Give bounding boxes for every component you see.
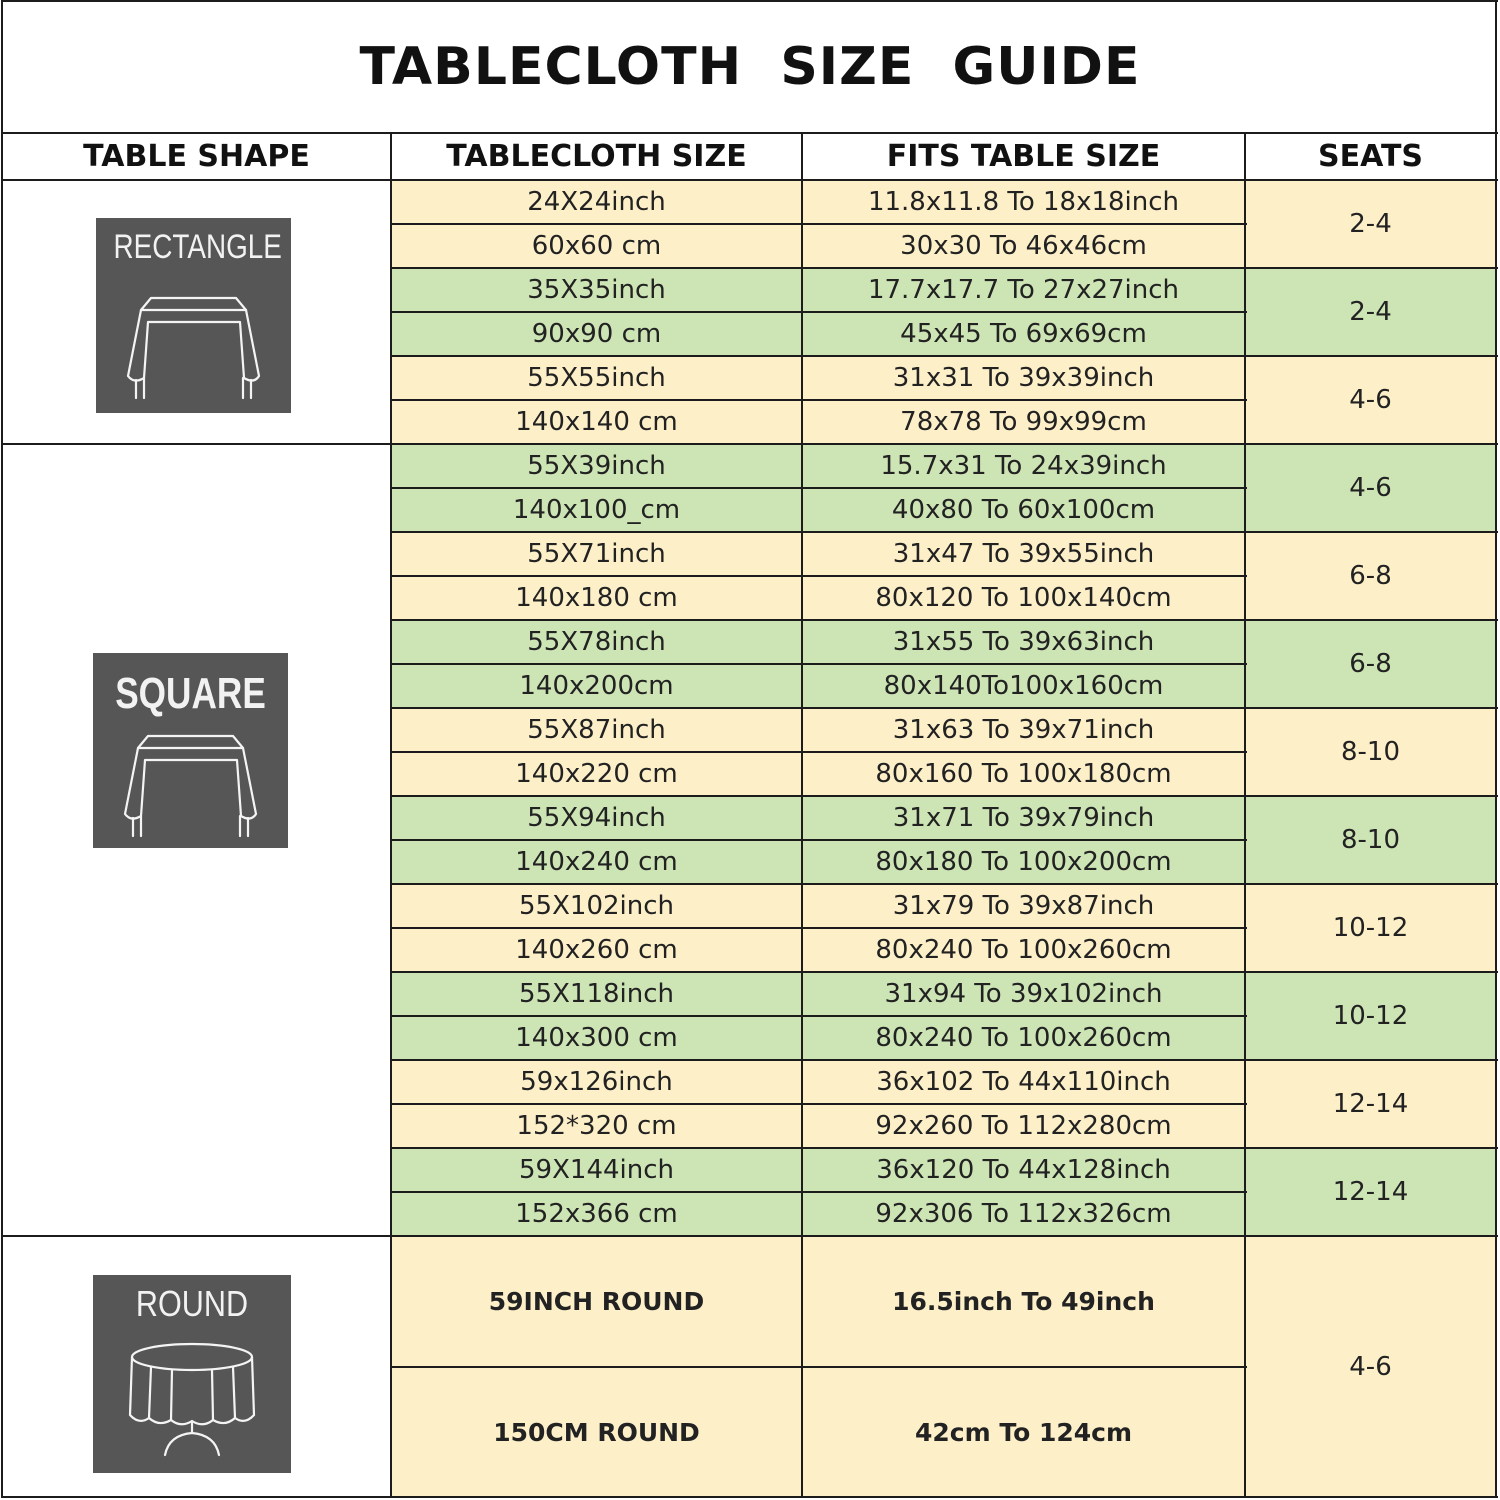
fits-table-size-cell: 17.7x17.7 To 27x27inch <box>802 268 1245 312</box>
seats-cell: 10-12 <box>1245 884 1496 972</box>
tablecloth-size-cell: 140x180 cm <box>391 576 802 620</box>
tablecloth-size-cell: 152*320 cm <box>391 1104 802 1148</box>
row-divider <box>391 311 1247 313</box>
seats-cell: 6-8 <box>1245 620 1496 708</box>
row-divider <box>391 399 1247 401</box>
seats-cell: 8-10 <box>1245 708 1496 796</box>
fits-table-size-cell: 11.8x11.8 To 18x18inch <box>802 180 1245 224</box>
tablecloth-size-cell: 140x240 cm <box>391 840 802 884</box>
tablecloth-size-cell: 59x126inch <box>391 1060 802 1104</box>
row-divider <box>391 443 1498 445</box>
shape-label: RECTANGLE <box>113 228 282 266</box>
fits-table-size-cell: 80x240 To 100x260cm <box>802 1016 1245 1060</box>
row-divider <box>2 0 1498 2</box>
row-divider <box>391 707 1498 709</box>
tablecloth-size-cell: 152x366 cm <box>391 1192 802 1236</box>
row-divider <box>391 575 1247 577</box>
tablecloth-size-cell: 140x100_cm <box>391 488 802 532</box>
seats-cell: 4-6 <box>1245 356 1496 444</box>
tablecloth-size-cell: 59INCH ROUND <box>391 1236 802 1367</box>
row-divider <box>2 132 1498 134</box>
row-divider <box>2 1235 393 1237</box>
row-divider <box>391 355 1498 357</box>
header-fits-table-size: FITS TABLE SIZE <box>886 139 1161 174</box>
round-table-icon <box>93 1275 291 1473</box>
seats-cell: 8-10 <box>1245 796 1496 884</box>
row-divider <box>391 927 1247 929</box>
fits-table-size-cell: 31x94 To 39x102inch <box>802 972 1245 1016</box>
column-divider <box>1 0 3 1498</box>
row-divider <box>391 1235 1498 1237</box>
tablecloth-size-cell: 60x60 cm <box>391 224 802 268</box>
seats-cell: 4-6 <box>1245 1236 1496 1497</box>
fits-table-size-cell: 31x63 To 39x71inch <box>802 708 1245 752</box>
row-divider <box>391 1059 1498 1061</box>
fits-table-size-cell: 40x80 To 60x100cm <box>802 488 1245 532</box>
row-divider <box>391 971 1498 973</box>
tablecloth-size-cell: 55X94inch <box>391 796 802 840</box>
header-table-shape: TABLE SHAPE <box>83 139 310 174</box>
fits-table-size-cell: 31x79 To 39x87inch <box>802 884 1245 928</box>
fits-table-size-cell: 15.7x31 To 24x39inch <box>802 444 1245 488</box>
tablecloth-size-cell: 150CM ROUND <box>391 1367 802 1497</box>
fits-table-size-cell: 92x306 To 112x326cm <box>802 1192 1245 1236</box>
seats-cell: 2-4 <box>1245 180 1496 268</box>
shape-badge-square <box>93 653 288 848</box>
row-divider <box>391 839 1247 841</box>
seats-cell: 4-6 <box>1245 444 1496 532</box>
column-divider <box>801 133 803 1498</box>
row-divider <box>391 1103 1247 1105</box>
row-divider <box>391 487 1247 489</box>
seats-cell: 10-12 <box>1245 972 1496 1060</box>
header-seats: SEATS <box>1317 139 1424 174</box>
tablecloth-size-cell: 140x220 cm <box>391 752 802 796</box>
row-divider <box>391 619 1498 621</box>
tablecloth-size-cell: 59X144inch <box>391 1148 802 1192</box>
fits-table-size-cell: 42cm To 124cm <box>802 1367 1245 1497</box>
column-divider <box>1244 133 1246 1498</box>
shape-label: SQUARE <box>115 669 266 718</box>
rectangle-table-icon <box>96 218 291 413</box>
fits-table-size-cell: 45x45 To 69x69cm <box>802 312 1245 356</box>
row-divider <box>391 795 1498 797</box>
seats-cell: 2-4 <box>1245 268 1496 356</box>
row-divider <box>391 751 1247 753</box>
row-divider <box>391 531 1498 533</box>
seats-cell: 6-8 <box>1245 532 1496 620</box>
shape-badge-round <box>93 1275 291 1473</box>
tablecloth-size-cell: 90x90 cm <box>391 312 802 356</box>
tablecloth-size-cell: 140x200cm <box>391 664 802 708</box>
tablecloth-size-cell: 35X35inch <box>391 268 802 312</box>
tablecloth-size-cell: 55X87inch <box>391 708 802 752</box>
tablecloth-size-cell: 24X24inch <box>391 180 802 224</box>
column-divider <box>390 133 392 1498</box>
tablecloth-size-cell: 55X71inch <box>391 532 802 576</box>
fits-table-size-cell: 31x55 To 39x63inch <box>802 620 1245 664</box>
fits-table-size-cell: 80x120 To 100x140cm <box>802 576 1245 620</box>
row-divider <box>391 1366 1247 1368</box>
row-divider <box>391 1147 1498 1149</box>
header-tablecloth-size: TABLECLOTH SIZE <box>446 139 747 174</box>
fits-table-size-cell: 80x140To100x160cm <box>802 664 1245 708</box>
tablecloth-size-cell: 140x300 cm <box>391 1016 802 1060</box>
fits-table-size-cell: 16.5inch To 49inch <box>802 1236 1245 1367</box>
fits-table-size-cell: 78x78 To 99x99cm <box>802 400 1245 444</box>
row-divider <box>391 883 1498 885</box>
fits-table-size-cell: 80x160 To 100x180cm <box>802 752 1245 796</box>
shape-badge-rectangle <box>96 218 291 413</box>
row-divider <box>2 443 393 445</box>
row-divider <box>391 663 1247 665</box>
tablecloth-size-cell: 55X55inch <box>391 356 802 400</box>
tablecloth-size-cell: 55X39inch <box>391 444 802 488</box>
fits-table-size-cell: 30x30 To 46x46cm <box>802 224 1245 268</box>
square-table-icon <box>93 653 288 848</box>
seats-cell: 12-14 <box>1245 1148 1496 1236</box>
fits-table-size-cell: 31x31 To 39x39inch <box>802 356 1245 400</box>
tablecloth-size-cell: 55X118inch <box>391 972 802 1016</box>
fits-table-size-cell: 80x240 To 100x260cm <box>802 928 1245 972</box>
tablecloth-size-cell: 55X78inch <box>391 620 802 664</box>
fits-table-size-cell: 92x260 To 112x280cm <box>802 1104 1245 1148</box>
seats-cell: 12-14 <box>1245 1060 1496 1148</box>
row-divider <box>2 1496 1498 1498</box>
fits-table-size-cell: 31x47 To 39x55inch <box>802 532 1245 576</box>
row-divider <box>391 1015 1247 1017</box>
row-divider <box>391 1191 1247 1193</box>
tablecloth-size-cell: 140x260 cm <box>391 928 802 972</box>
fits-table-size-cell: 36x120 To 44x128inch <box>802 1148 1245 1192</box>
row-divider <box>391 267 1498 269</box>
fits-table-size-cell: 80x180 To 100x200cm <box>802 840 1245 884</box>
page-title: TABLECLOTH SIZE GUIDE <box>359 36 1141 97</box>
shape-label: ROUND <box>135 1283 249 1324</box>
tablecloth-size-cell: 140x140 cm <box>391 400 802 444</box>
tablecloth-size-cell: 55X102inch <box>391 884 802 928</box>
row-divider <box>391 223 1247 225</box>
column-divider <box>1495 0 1497 1498</box>
fits-table-size-cell: 36x102 To 44x110inch <box>802 1060 1245 1104</box>
fits-table-size-cell: 31x71 To 39x79inch <box>802 796 1245 840</box>
row-divider <box>2 179 1498 181</box>
